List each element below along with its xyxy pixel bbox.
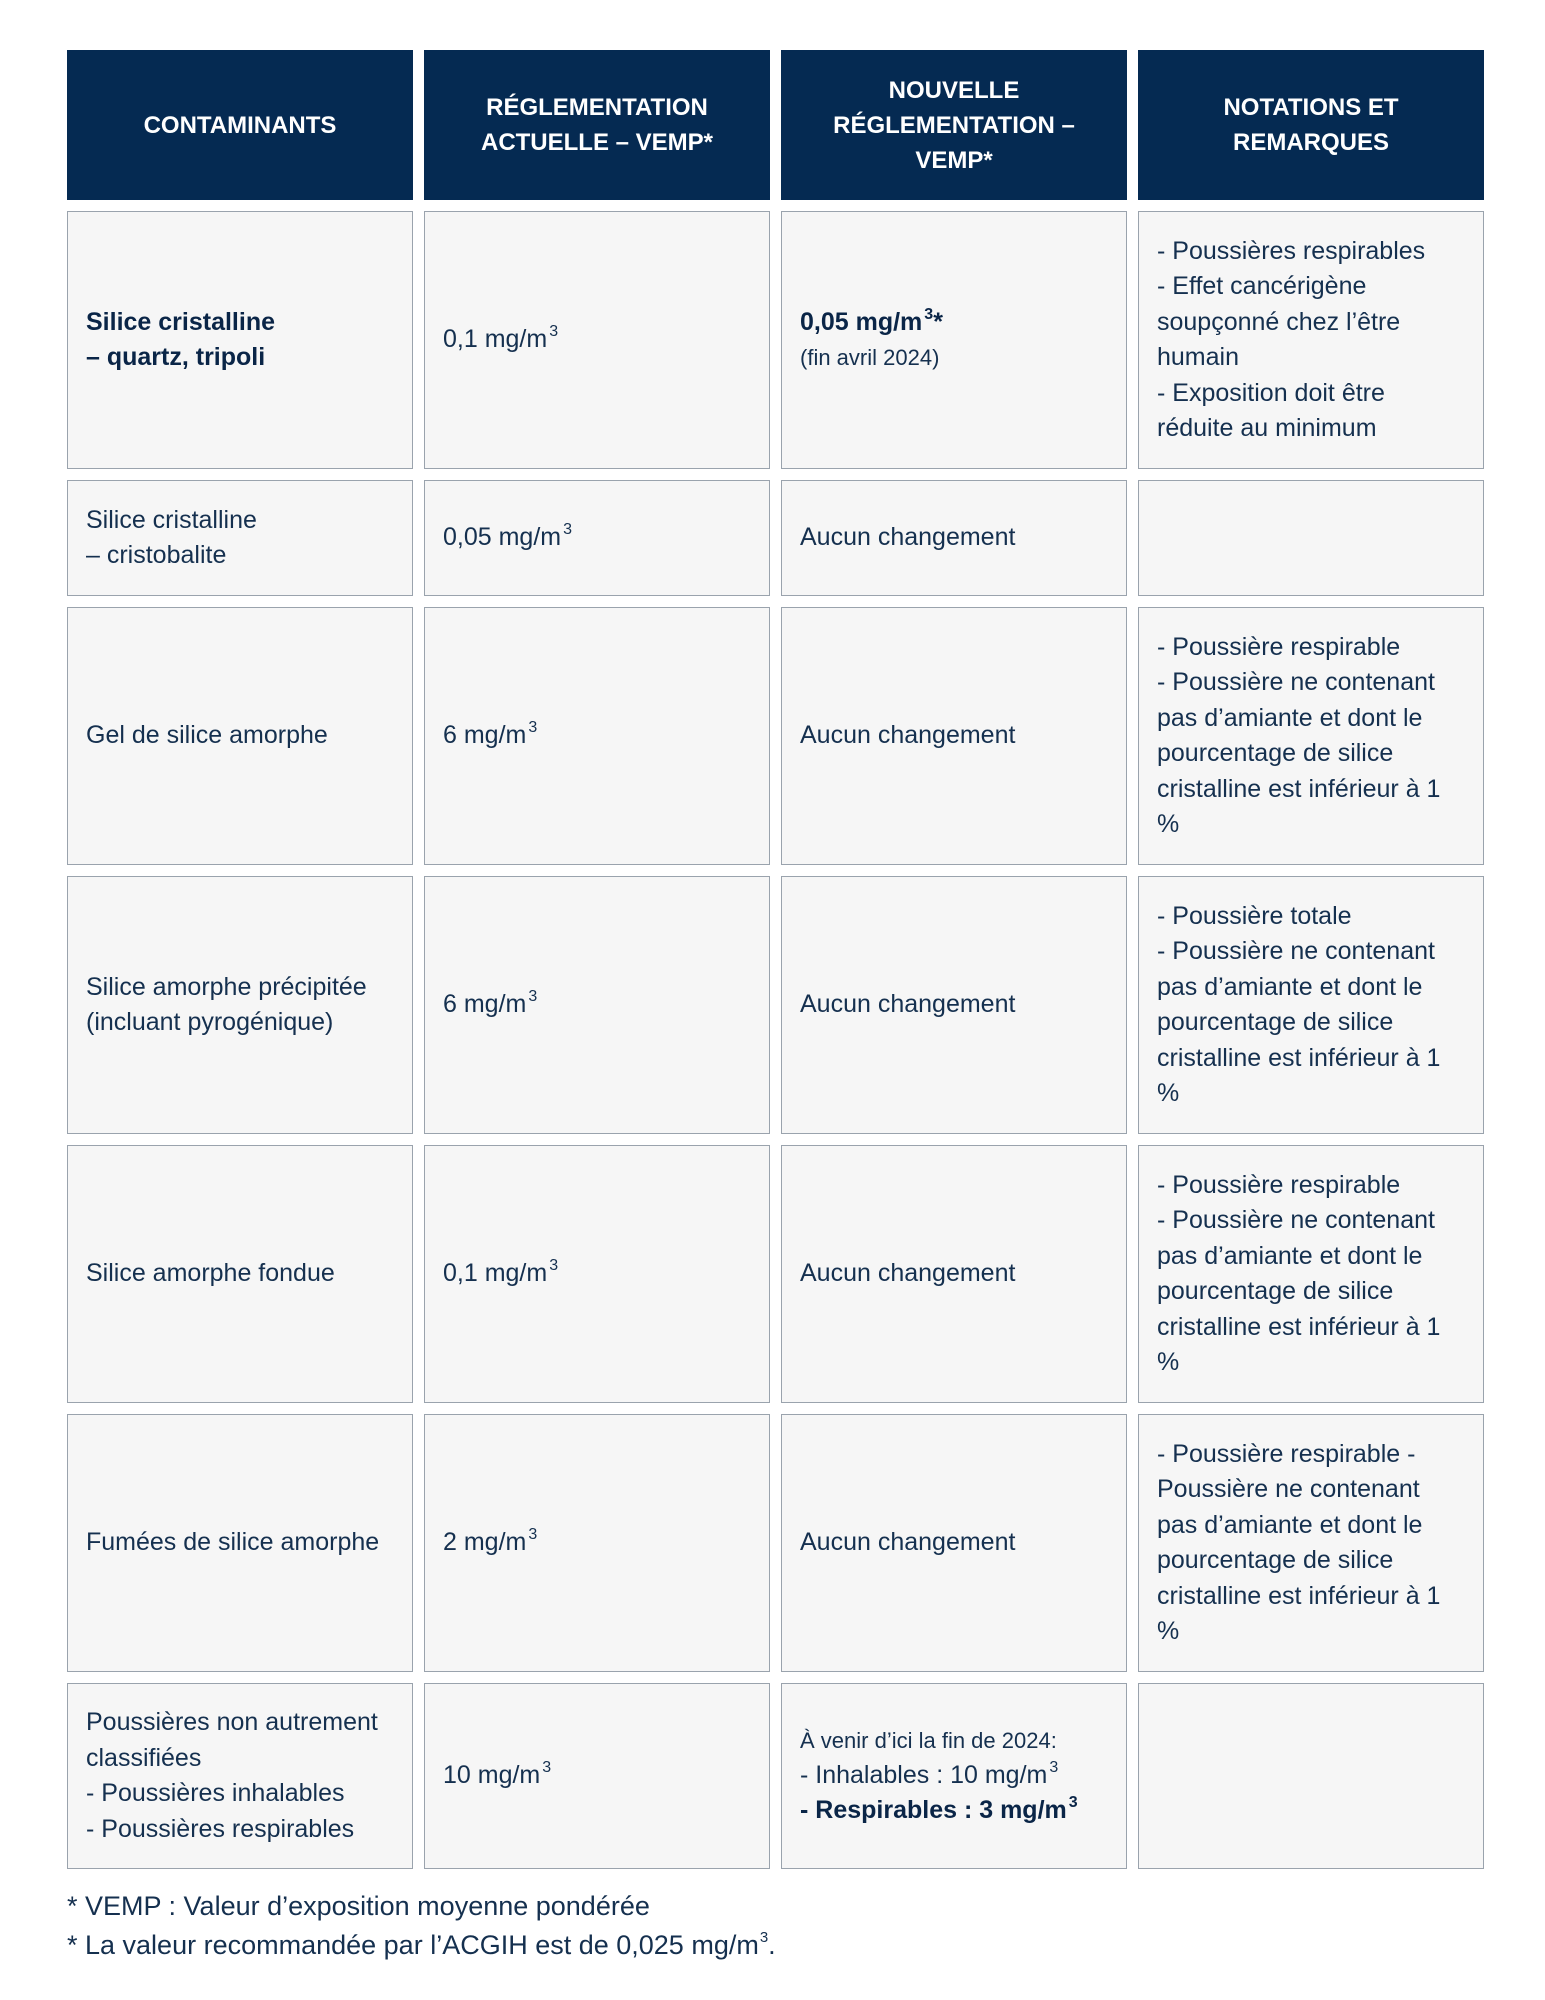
current-value-cell <box>424 1414 770 1672</box>
current-value: 10 mg/m $^3$ <box>443 1759 552 1790</box>
notes-text: - Poussières respirables - Effet cancérigène soupçonné chez l’être humain - Exposition doit être réduite au minimum <box>1157 236 1426 442</box>
new-value-cell <box>781 1145 1127 1403</box>
table-row <box>67 1145 1479 1403</box>
footnote-vemp: * VEMP : Valeur d’exposition moyenne pondérée <box>67 1891 650 1921</box>
new-value-date: (fin avril 2024) <box>800 344 940 370</box>
current-value-cell <box>424 607 770 865</box>
new-value-inhalable: - Inhalables : 10 mg/m $^3$ <box>800 1758 1059 1789</box>
contaminant-name: Poussières non autrement classifiées - Poussières inhalables - Poussières respirables <box>86 1708 378 1843</box>
header-notes: NOTATIONS ET REMARQUES <box>1138 50 1484 200</box>
current-value: 6 mg/m $^3$ <box>443 988 538 1019</box>
current-value-cell <box>424 211 770 469</box>
new-value-cell <box>781 607 1127 865</box>
notes-cell <box>1138 1145 1484 1403</box>
new-value-cell <box>781 1414 1127 1672</box>
footnotes <box>67 1887 1479 1965</box>
notes-text: - Poussière respirable - Poussière ne contenant pas d’amiante et dont le pourcentage de silice cristalline est inférieur à 1 % <box>1157 1439 1441 1645</box>
contaminant-cell <box>67 480 413 596</box>
header-current-regulation: RÉGLEMENTATION ACTUELLE – VEMP* <box>424 50 770 200</box>
current-value: 0,1 mg/m $^3$ <box>443 1257 559 1288</box>
new-value: Aucun changement <box>800 1528 1016 1557</box>
current-value-cell <box>424 1683 770 1869</box>
table-row <box>67 211 1479 469</box>
current-value: 0,05 mg/m $^3$ <box>443 521 573 552</box>
notes-text: - Poussière respirable - Poussière ne contenant pas d’amiante et dont le pourcentage de silice cristalline est inférieur à 1 % <box>1157 1170 1441 1376</box>
contaminant-cell <box>67 1145 413 1403</box>
header-contaminants: CONTAMINANTS <box>67 50 413 200</box>
contaminant-cell <box>67 607 413 865</box>
notes-cell <box>1138 607 1484 865</box>
new-value-cell <box>781 211 1127 469</box>
contaminant-name: Silice cristalline – quartz, tripoli <box>86 307 275 371</box>
new-value-intro: À venir d’ici la fin de 2024: <box>800 1727 1057 1753</box>
table-header <box>67 50 1479 200</box>
new-value: Aucun changement <box>800 990 1016 1019</box>
contaminant-cell <box>67 211 413 469</box>
new-value: Aucun changement <box>800 721 1016 750</box>
current-value: 0,1 mg/m $^3$ <box>443 323 559 354</box>
notes-cell <box>1138 1683 1484 1869</box>
current-value-cell <box>424 876 770 1134</box>
notes-cell <box>1138 1414 1484 1672</box>
current-value: 2 mg/m $^3$ <box>443 1526 538 1557</box>
contaminant-name: Silice cristalline – cristobalite <box>86 505 257 569</box>
table-row <box>67 607 1479 865</box>
table-row <box>67 1414 1479 1672</box>
notes-cell <box>1138 480 1484 596</box>
contaminant-name: Silice amorphe précipitée (incluant pyrogénique) <box>86 972 367 1036</box>
contaminant-cell <box>67 1683 413 1869</box>
current-value-cell <box>424 1145 770 1403</box>
contaminant-name: Silice amorphe fondue <box>86 1259 335 1288</box>
new-value: Aucun changement <box>800 1259 1016 1288</box>
contaminant-name: Gel de silice amorphe <box>86 721 328 750</box>
contaminant-cell <box>67 876 413 1134</box>
table-row <box>67 1683 1479 1869</box>
footnote-acgih: * La valeur recommandée par l’ACGIH est de 0,025 $mg/m^3$. <box>67 1929 776 1960</box>
notes-text: - Poussière respirable - Poussière ne contenant pas d’amiante et dont le pourcentage de silice cristalline est inférieur à 1 % <box>1157 632 1441 838</box>
table-row <box>67 876 1479 1134</box>
new-value: 0,05 mg/m $^3$* <box>800 306 943 337</box>
header-new-regulation: NOUVELLE RÉGLEMENTATION – VEMP* <box>781 50 1127 200</box>
current-value: 6 mg/m $^3$ <box>443 719 538 750</box>
new-value-cell <box>781 876 1127 1134</box>
contaminant-name: Fumées de silice amorphe <box>86 1528 380 1557</box>
notes-text: - Poussière totale - Poussière ne contenant pas d’amiante et dont le pourcentage de silice cristalline est inférieur à 1 % <box>1157 901 1441 1107</box>
contaminant-cell <box>67 1414 413 1672</box>
exposure-table <box>67 50 1479 1965</box>
new-value-respirable: - Respirables : 3 mg/m $^3$ <box>800 1794 1078 1824</box>
new-value-cell <box>781 1683 1127 1869</box>
notes-cell <box>1138 876 1484 1134</box>
new-value: Aucun changement <box>800 523 1016 552</box>
current-value-cell <box>424 480 770 596</box>
new-value-cell <box>781 480 1127 596</box>
table-row <box>67 480 1479 596</box>
notes-cell <box>1138 211 1484 469</box>
